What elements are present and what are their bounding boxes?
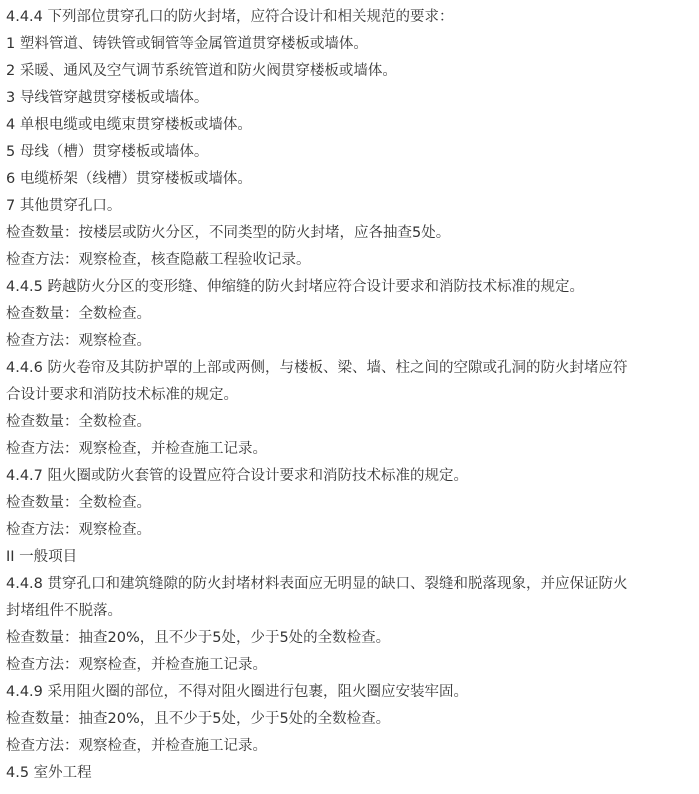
text-line: 1 塑料管道、铸铁管或铜管等金属管道贯穿楼板或墙体。 (6, 36, 368, 52)
text-line: 检查数量：抽查20%，且不少于5处，少于5处的全数检查。 (6, 630, 391, 646)
text-line: 4.4.4 下列部位贯穿孔口的防火封堵，应符合设计和相关规范的要求： (6, 9, 454, 25)
text-line: 4 单根电缆或电缆束贯穿楼板或墙体。 (6, 117, 252, 133)
text-line: 检查方法：观察检查，核查隐蔽工程验收记录。 (6, 252, 311, 268)
text-line: 检查方法：观察检查。 (6, 522, 151, 538)
text-line: 4.4.7 阻火圈或防火套管的设置应符合设计要求和消防技术标准的规定。 (6, 468, 469, 484)
text-line: 7 其他贯穿孔口。 (6, 198, 122, 214)
text-line: 4.4.6 防火卷帘及其防护罩的上部或两侧，与楼板、梁、墙、柱之间的空隙或孔洞的防火封堵应符 (6, 360, 628, 376)
text-line: 合设计要求和消防技术标准的规定。 (6, 387, 238, 403)
section-heading: 4.5 室外工程 (6, 765, 92, 781)
text-line: 检查数量：抽查20%，且不少于5处，少于5处的全数检查。 (6, 711, 391, 727)
text-line: 4.4.5 跨越防火分区的变形缝、伸缩缝的防火封堵应符合设计要求和消防技术标准的规定。 (6, 279, 584, 295)
text-line: 检查方法：观察检查。 (6, 333, 151, 349)
text-line: 3 导线管穿越贯穿楼板或墙体。 (6, 90, 209, 106)
text-line: 检查数量：全数检查。 (6, 414, 151, 430)
text-line: 检查方法：观察检查，并检查施工记录。 (6, 738, 267, 754)
text-line: 检查数量：按楼层或防火分区，不同类型的防火封堵，应各抽查5处。 (6, 225, 451, 241)
text-line: 检查数量：全数检查。 (6, 495, 151, 511)
text-line: 5 母线（槽）贯穿楼板或墙体。 (6, 144, 209, 160)
text-line: 2 采暖、通风及空气调节系统管道和防火阀贯穿楼板或墙体。 (6, 63, 397, 79)
text-line: 检查方法：观察检查，并检查施工记录。 (6, 657, 267, 673)
text-line: 4.4.9 采用阻火圈的部位，不得对阻火圈进行包裹，阻火圈应安装牢固。 (6, 684, 469, 700)
section-heading: II 一般项目 (6, 549, 78, 565)
text-line: 4.4.8 贯穿孔口和建筑缝隙的防火封堵材料表面应无明显的缺口、裂缝和脱落现象，并应保证防火 (6, 576, 628, 592)
text-line: 6 电缆桥架（线槽）贯穿楼板或墙体。 (6, 171, 252, 187)
text-line: 检查数量：全数检查。 (6, 306, 151, 322)
text-line: 封堵组件不脱落。 (6, 603, 122, 619)
text-line: 检查方法：观察检查，并检查施工记录。 (6, 441, 267, 457)
